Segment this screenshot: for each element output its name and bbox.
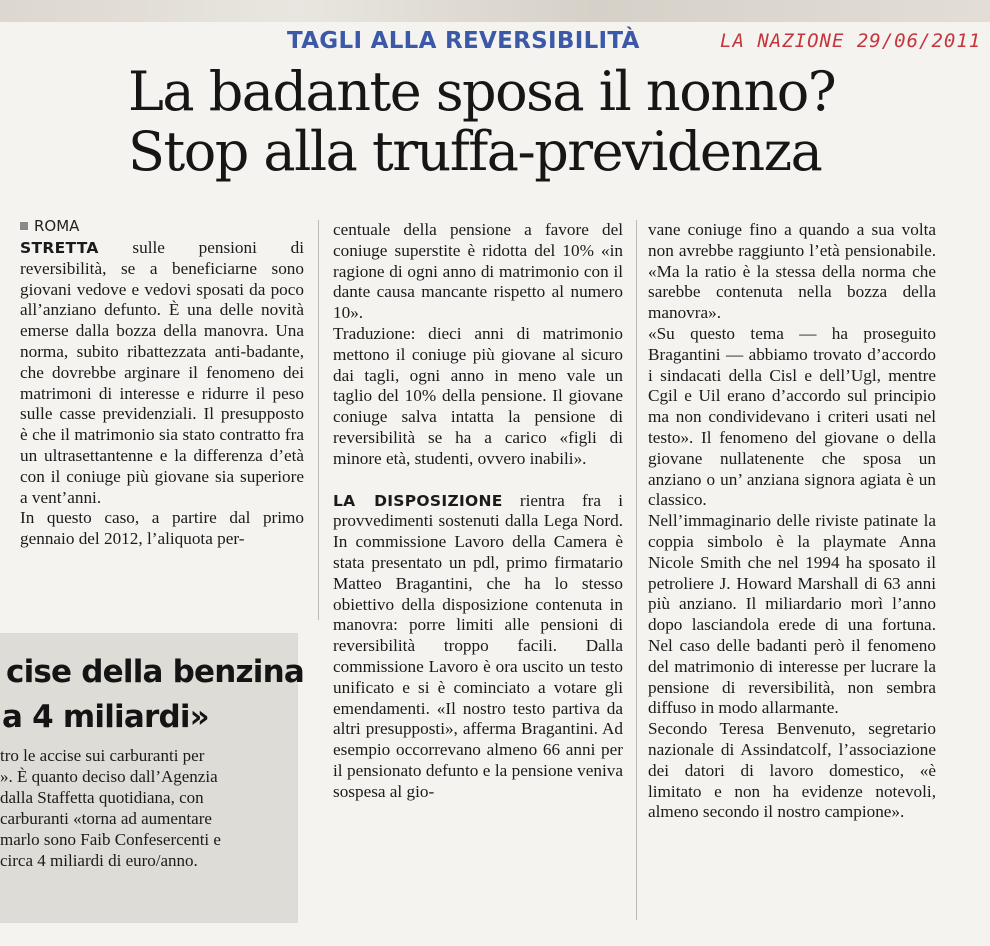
column-3-paragraph-1: vane coniuge fino a quando a sua volta non avrebbe raggiunto l’età pensionabile. «Ma la ratio è la stessa della norma che sarebbe contenuta nella bozza della manovra». (648, 220, 936, 323)
article-column-3 (648, 220, 936, 823)
column-2-paragraph-1: centuale della pensione a favore del coniuge superstite è ridotta del 10% «in ragione di ogni anno di matrimonio con il dante causa mancante rispetto al numero 10». (333, 220, 623, 323)
runin-disposizione: LA DISPOSIZIONE (333, 491, 503, 510)
sidebar-line: circa 4 miliardi di euro/anno. (0, 851, 198, 870)
runin-stretta: STRETTA (20, 239, 99, 257)
article-headline (128, 62, 848, 182)
dateline-text: ROMA (34, 217, 80, 235)
column-1-text-1: sulle pensioni di reversibilità, se a beneficiarne sono giovani vedove e vedovi sposati da poco all’anziano defunto. È una delle novità emerse dalla bozza della manovra. Una norma, subito ribattezzata anti-badante, che dovrebbe arginare il fenomeno dei matrimoni di interesse e ridurre il peso sulle casse previdenziali. Il presupposto è che il matrimonio sia stato contratto fra un ultrasettantenne e la differenza d’età con il coniuge più giovane sia superiore a vent’anni. (20, 238, 305, 507)
sidebar-line: tro le accise sui carburanti per (0, 746, 205, 765)
sidebar-headline-line-2: a 4 miliardi» (2, 699, 209, 735)
column-1-paragraph-1 (20, 238, 304, 508)
headline-line-1: La badante sposa il nonno? (128, 60, 836, 123)
headline-line-2: Stop alla truffa-previdenza (128, 120, 822, 183)
top-image-strip (0, 0, 990, 22)
handwritten-source-note: LA NAZIONE 29/06/2011 (720, 30, 982, 52)
article-column-2 (333, 220, 623, 803)
column-2-paragraph-3 (333, 491, 623, 803)
column-3-paragraph-4: Secondo Teresa Benvenuto, segretario nazionale di Assindatcolf, l’associazione dei datori di lavoro domestico, «è limitato e non ha evidenze notevoli, almeno secondo il nostro campione». (648, 719, 936, 822)
column-2-paragraph-2: Traduzione: dieci anni di matrimonio mettono il coniuge più giovane al sicuro dai tagli, ogni anno in meno vale un taglio del 10% della pensione. Il giovane coniuge salva intatta la pensione di reversibilità se ha a carico «figli di minore età, studenti, ovvero inabili». (333, 323, 623, 468)
column-3-paragraph-2: «Su questo tema — ha proseguito Bragantini — abbiamo trovato d’accordo i sindacati della Cisl e dell’Ugl, mentre Cgil e Uil erano d’accordo sul principio ma non condividevano i criteri usati nel testo». Il fenomeno del giovane o della giovane nullatenente che sposa un anziano o un’ anziana signora agiata è un classico. (648, 323, 936, 510)
dateline (20, 217, 79, 235)
sidebar-body (0, 745, 286, 871)
article-kicker: TAGLI ALLA REVERSIBILITÀ (287, 28, 640, 54)
sidebar-line: marlo sono Faib Confesercenti e (0, 830, 221, 849)
paragraph-gap (333, 470, 623, 491)
dateline-square-icon (20, 222, 28, 230)
sidebar-line: carburanti «torna ad aumentare (0, 809, 212, 828)
sidebar-headline-line-1: cise della benzina (6, 654, 304, 690)
sidebar-line: dalla Staffetta quotidiana, con (0, 788, 204, 807)
sidebar-headline (0, 650, 304, 740)
column-2-text-3: rientra fra i provvedimenti sostenuti dalla Lega Nord. In commissione Lavoro della Camera è stata presentato un pdl, primo firmatario Matteo Bragantini, che ha lo stesso obiettivo della disposizione contenuta in manovra: porre limiti alle pensioni di reversibilità troppo facili. Dalla commissione Lavoro è ora uscito un testo unificato e si è cominciato a votare gli emendamenti. «Il nostro testo partiva da altri presupposti», afferma Bragantini. Ad esempio occorrevano almeno 66 anni per il pensionato defunto e la pensione veniva sospesa al gio- (333, 490, 623, 801)
article-column-1 (20, 238, 304, 550)
column-3-paragraph-3: Nell’immaginario delle riviste patinate la coppia simbolo è la playmate Anna Nicole Smith che nel 1994 ha sposato il petroliere J. Howard Marshall di 63 anni più anziano. Il miliardario morì l’anno dopo lasciandola erede di una fortuna. Nel caso delle badanti però il fenomeno del matrimonio di interesse per lucrare la pensione di reversibilità, non sembra diffuso in modo allarmante. (648, 511, 936, 718)
column-rule-right (636, 220, 637, 920)
column-1-paragraph-2: In questo caso, a partire dal primo gennaio del 2012, l’aliquota per- (20, 508, 304, 549)
column-rule-left (318, 220, 319, 620)
sidebar-line: ». È quanto deciso dall’Agenzia (0, 767, 218, 786)
